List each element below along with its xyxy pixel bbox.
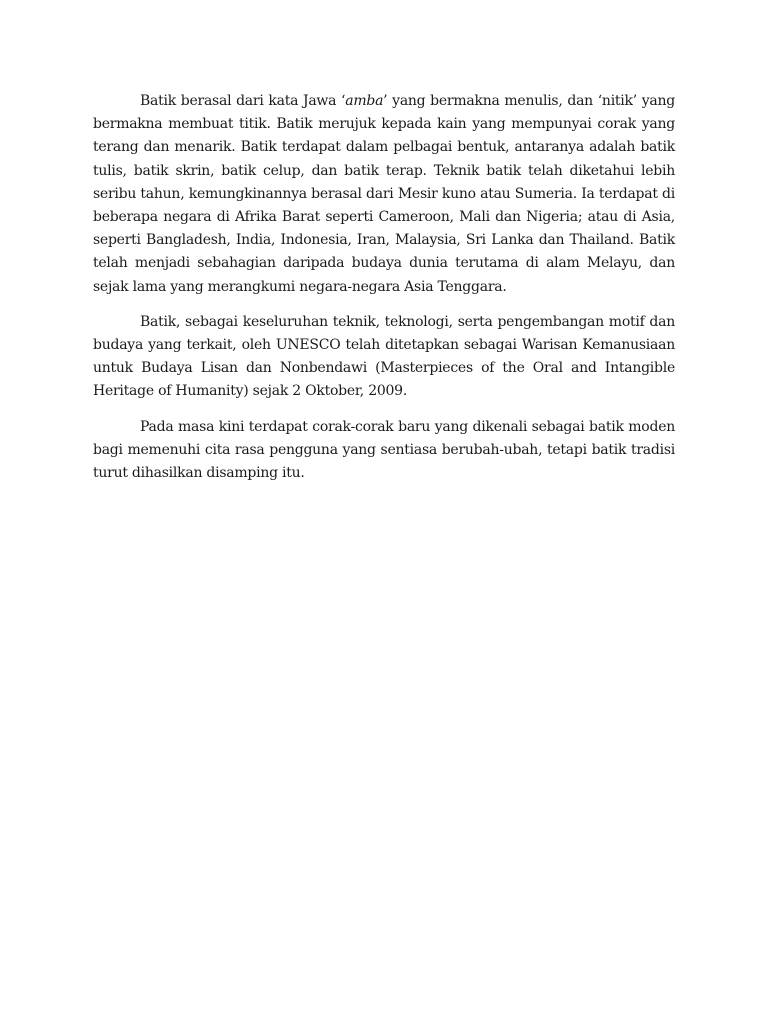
term-amba: amba [345,93,384,109]
paragraph-3-text: Pada masa kini terdapat corak-corak baru yang dikenali sebagai batik moden bagi memenuhi cita rasa pengguna yang sentiasa berubah-ubah, tetapi batik tradisi turut dihasilkan disamping itu. [93,418,675,482]
paragraph-3 [93,416,675,486]
paragraph-2-text: Batik, sebagai keseluruhan teknik, teknologi, serta pengembangan motif dan budaya yang terkait, oleh UNESCO telah ditetapkan sebagai Warisan Kemanusiaan untuk Budaya Lisan dan Nonbendawi (Masterpieces of the Oral and Intangible Heritage of Humanity) sejak 2 Oktober, 2009. [93,313,675,400]
document-page [93,90,675,497]
paragraph-2 [93,311,675,404]
paragraph-1-text-c: ’ yang bermakna membuat titik. Batik merujuk kepada kain yang mempunyai corak yang terang dan menarik. Batik terdapat dalam pelbagai bentuk, antaranya adalah batik tulis, batik skrin, batik celup, dan batik terap. Teknik batik telah diketahui lebih seribu tahun, kemungkinannya berasal dari Mesir kuno atau Sumeria. Ia terdapat di beberapa negara di Afrika Barat seperti Cameroon, Mali dan Nigeria; atau di Asia, seperti Bangladesh, India, Indonesia, Iran, Malaysia, Sri Lanka dan Thailand. Batik telah menjadi sebahagian daripada budaya dunia terutama di alam Melayu, dan sejak lama yang merangkumi negara-negara Asia Tenggara. [93,93,675,295]
paragraph-1 [93,90,675,299]
term-nitik: nitik [601,93,633,109]
paragraph-1-text-b: ’ yang bermakna menulis, dan ‘ [383,93,602,109]
paragraph-1-text-a: Batik berasal dari kata Jawa ‘ [140,93,346,109]
